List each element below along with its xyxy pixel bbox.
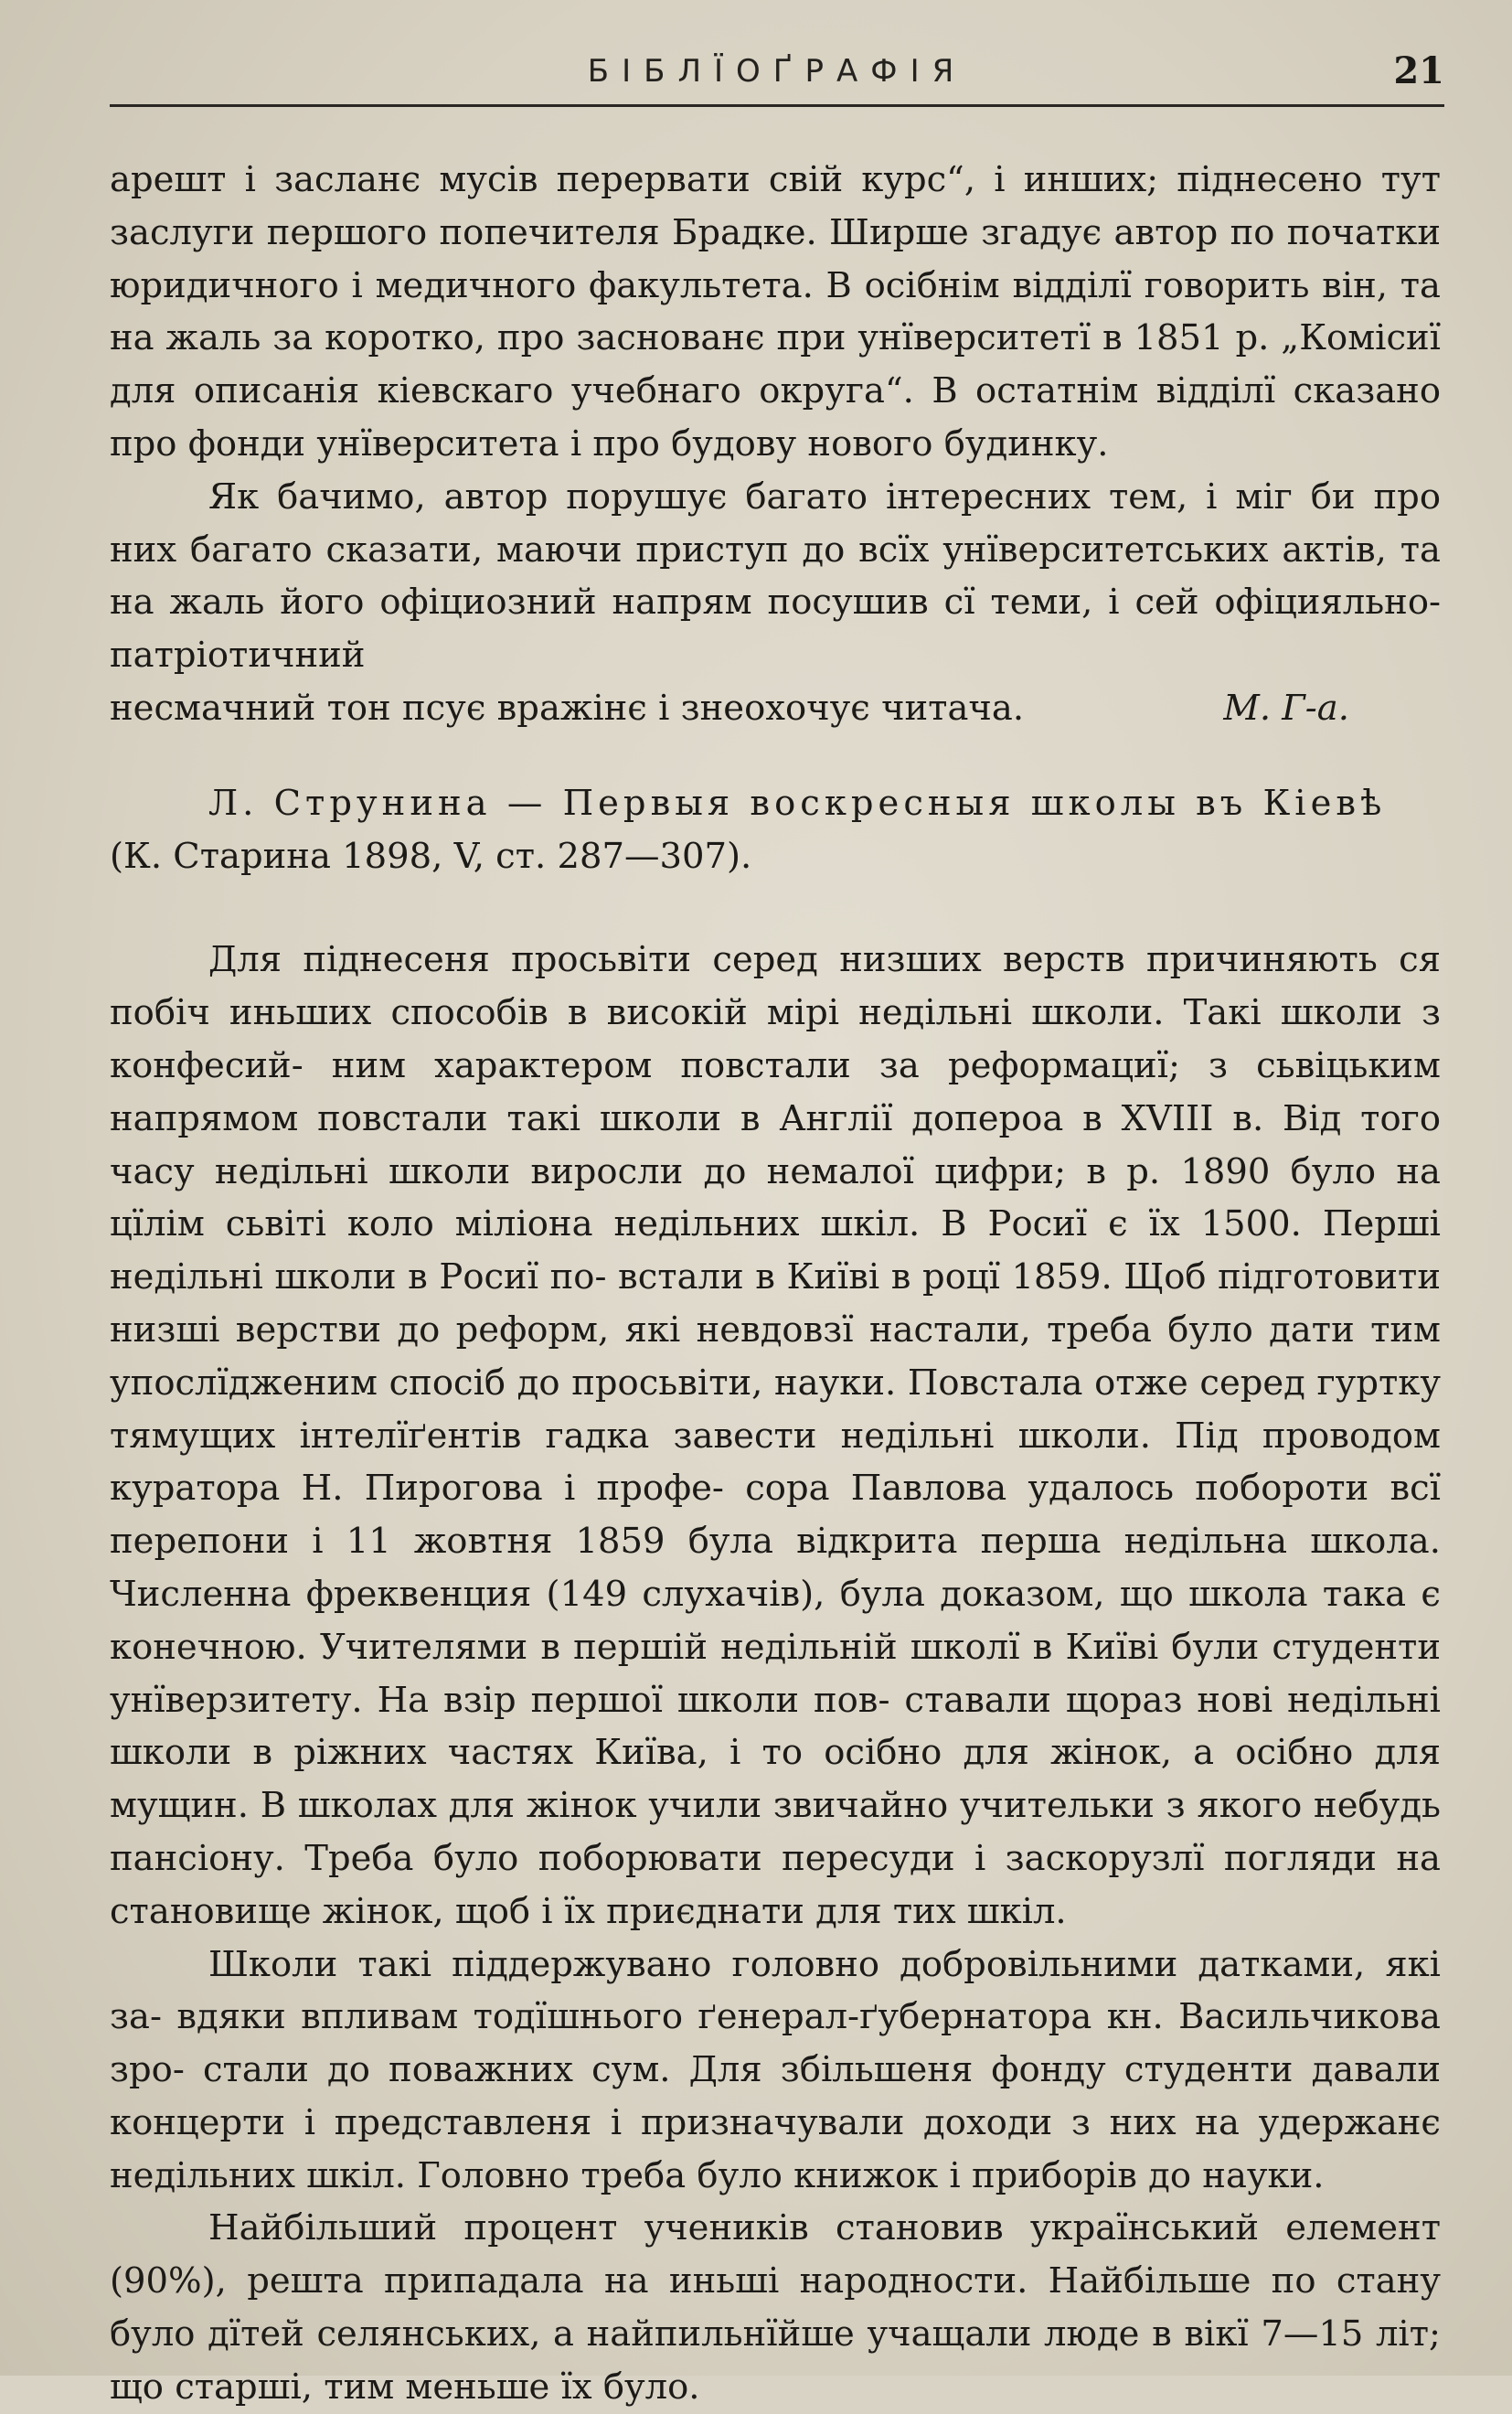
text-line: Як бачимо, автор порушує багато інтересних тем, і міг би про них	[110, 475, 1441, 571]
text-line: шкіл. Головно треба було книжок і приборів до науки.	[306, 2154, 1325, 2196]
text-line: стали до поважних сум. Для збільшеня фонду студенти давали концерти	[110, 2049, 1441, 2143]
text-line: иньших способів в високій мірі недільні школи. Такі школи з конфесий-	[110, 992, 1441, 1086]
text-line: арешт і засланє мусів перервати свій курс“, і инших; піднесено тут	[110, 159, 1441, 200]
text-line: виросли до немалої цифри; в р. 1890 було на цїлім сьвіті коло міліона	[110, 1150, 1441, 1245]
text-line: відкрита перша недільна школа. Численна фреквенция (149 слухачів),	[110, 1521, 1441, 1615]
text-line: для жінок, а осібно для мущин. В школах для жінок учили звичайно	[110, 1732, 1441, 1827]
signature-line	[110, 682, 1441, 735]
paragraph-sunday-schools	[110, 934, 1441, 1938]
text-line: учительки з якого небудь пансіону. Треба було поборювати пересуди	[110, 1785, 1441, 1879]
paragraph-school-funding	[110, 1939, 1441, 2203]
header-rule	[110, 104, 1444, 107]
page-number: 21	[1393, 49, 1444, 92]
text-line: була доказом, що школа така є конечною. Учителями в першій недільній	[110, 1573, 1441, 1668]
review-title: Л. Струнина — Первыя воскресныя школы въ Кіевѣ	[208, 782, 1387, 824]
text-line: решта припадала на иньші народности. Найбільше по стану було дїтей	[110, 2260, 1441, 2355]
text-line: селянських, а найпильнїйше учащали люде в вікї 7—15 літ; що старші,	[110, 2313, 1442, 2408]
text-line: ставали щораз нові недільні школи в ріжних частях Київа, і то осібно	[110, 1679, 1441, 1774]
text-line: завести недільні школи. Під проводом куратора Н. Пирогова і профе-	[110, 1415, 1441, 1510]
text-line: несмачний тон псує вражінє і знеохочує читача.	[110, 687, 1025, 729]
running-head: БІБЛЇОҐРАФІЯ	[587, 53, 967, 90]
page-body	[110, 154, 1441, 2414]
text-line: встали в Київі в роцї 1859. Щоб підготовити низші верстви до реформ,	[110, 1256, 1441, 1351]
text-line: Для піднесеня просьвіти серед низших верств причиняють ся побіч	[110, 939, 1441, 1034]
text-line: Школи такі піддержувано головно добровільними датками, які за-	[110, 1943, 1441, 2038]
text-line: ним характером повстали за реформациї; з сьвіцьким напрямом повстали	[110, 1044, 1441, 1139]
text-line: його офіциозний напрям посушив сї теми, і сей офіцияльно-патріотичний	[110, 582, 1442, 677]
text-line: багато сказати, маючи приступ до всїх унїверситетських актів, та на жаль	[110, 529, 1441, 624]
text-line: недільних шкіл. В Росиї є їх 1500. Перші недільні школи в Росиї по-	[110, 1203, 1441, 1298]
text-line: сора Павлова удалось побороти всї перепони і 11 жовтня 1859 була	[110, 1468, 1441, 1563]
review-heading	[110, 777, 1441, 830]
text-line: фонди унїверситета і про будову нового будинку.	[187, 422, 1109, 465]
paragraph-review-conclusion	[110, 471, 1441, 682]
text-line: заслуги першого попечителя Брадке. Ширше згадує автор по початки	[110, 211, 1441, 253]
paragraph-student-composition	[110, 2202, 1441, 2413]
text-line: для описанія кіевскаго учебнаго округа“. В остатнім відділї сказано про	[110, 370, 1441, 465]
text-line: тих шкіл.	[892, 1890, 1067, 1932]
text-line: і заскорузлї погляди на становище жінок, щоб і їх приєднати для	[110, 1837, 1441, 1932]
text-line: просьвіти, науки. Повстала отже серед гуртку тямущих інтелїґентів гадка	[110, 1362, 1441, 1457]
text-line: які невдовзї настали, треба було дати тим упослїдженим спосіб до	[110, 1308, 1441, 1404]
text-line: такі школи в Англії допероа в XVIII в. Від того часу недільні школи	[110, 1097, 1441, 1192]
text-line: тим меньше їх було.	[324, 2366, 700, 2408]
text-line: на жаль за коротко, про заснованє при унїверситетї в 1851 р. „Комісиї	[110, 317, 1441, 359]
page-header	[110, 44, 1444, 110]
reviewer-signature: М. Г-а.	[1223, 687, 1349, 729]
paragraph-university-history	[110, 154, 1441, 471]
review-citation	[110, 830, 1441, 883]
text-line: Найбільший процент учеників становив український елемент (90%),	[110, 2207, 1441, 2302]
text-line: і представленя і призначували доходи з них на удержанє недільних	[110, 2101, 1441, 2196]
text-line: школї в Київі були студенти унїверзитету. На взір першої школи пов-	[110, 1626, 1441, 1721]
citation-text: (К. Старина 1898, V, ст. 287—307).	[110, 835, 752, 877]
text-line: вдяки впливам тодїшнього ґенерал-ґубернатора кн. Васильчикова зро-	[110, 1996, 1441, 2091]
text-line: юридичного і медичного факультета. В осібнім відділї говорить він, та	[110, 264, 1441, 306]
